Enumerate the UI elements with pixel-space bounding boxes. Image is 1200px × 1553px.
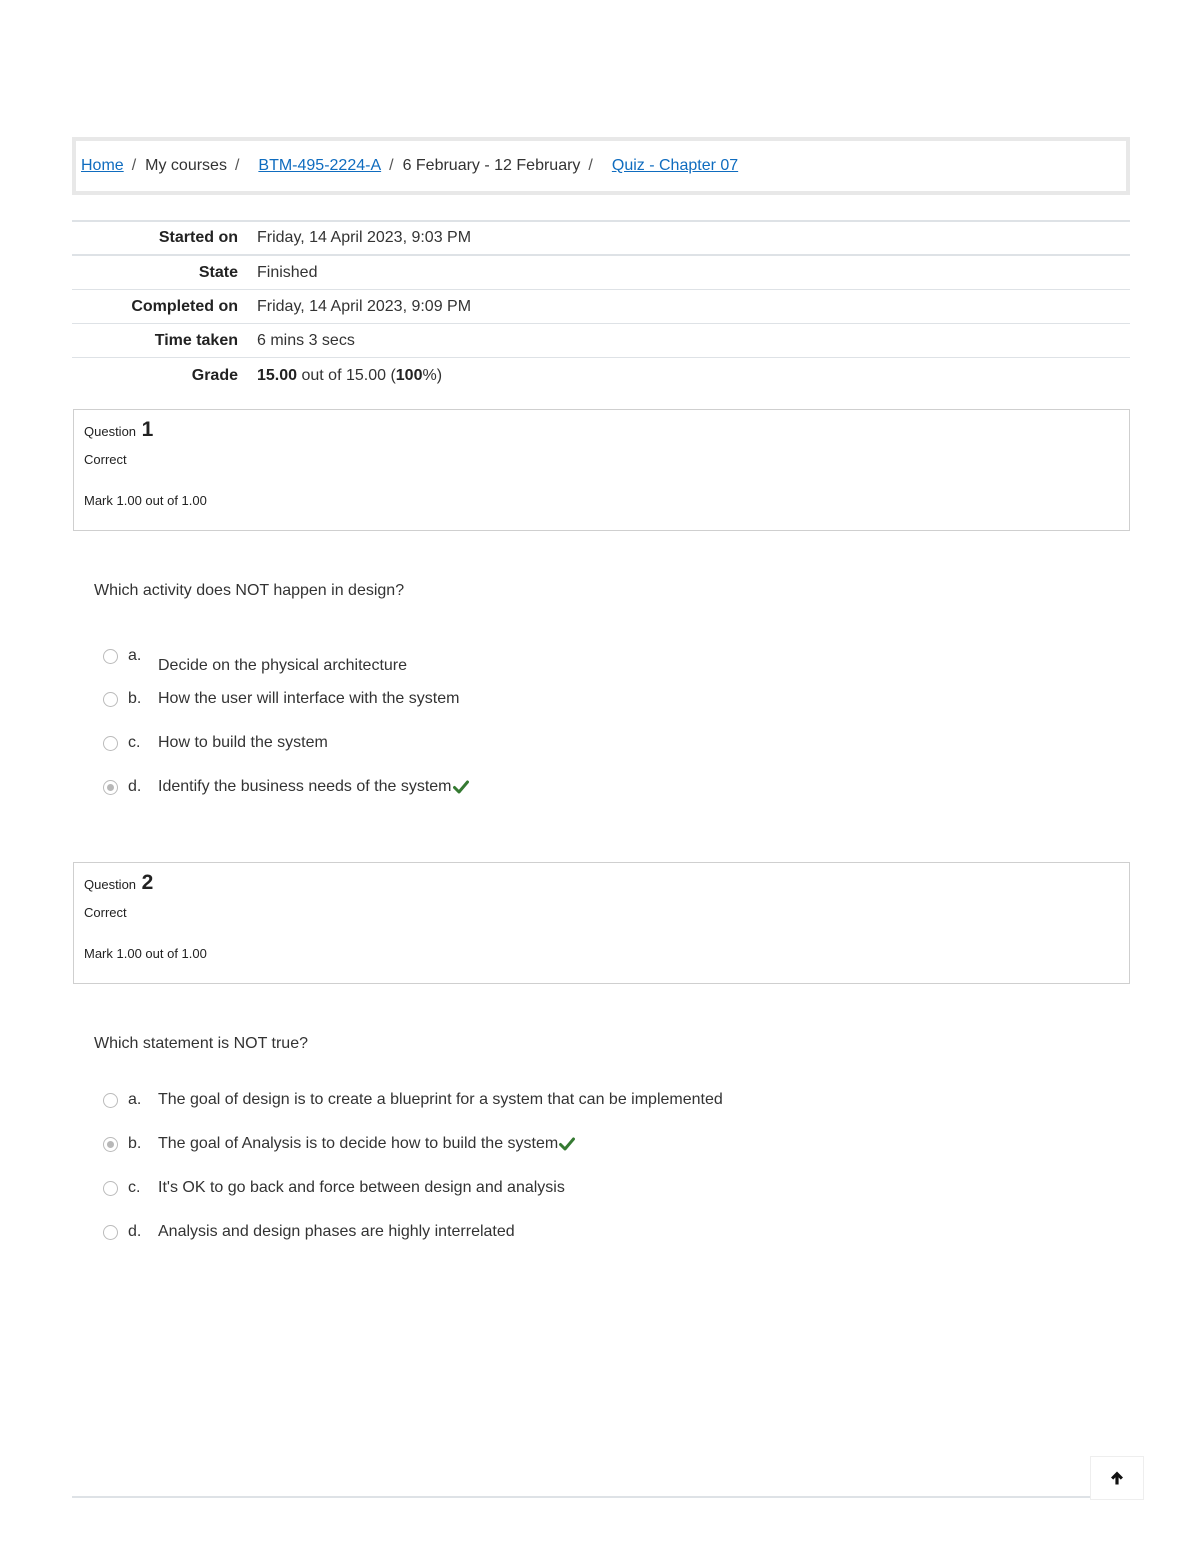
- breadcrumb-quiz-link[interactable]: Quiz - Chapter 07: [611, 157, 739, 174]
- summary-row-started: [72, 222, 1130, 256]
- breadcrumb-my-courses: My courses: [145, 157, 227, 174]
- answer-option[interactable]: [103, 690, 459, 708]
- answer-option[interactable]: [103, 1223, 515, 1241]
- grade-score: 15.00: [257, 366, 298, 384]
- answer-letter: c.: [128, 734, 141, 751]
- summary-label: Grade: [191, 366, 238, 384]
- summary-row-time-taken: [72, 324, 1130, 358]
- answer-letter: d.: [128, 1223, 142, 1240]
- answer-option[interactable]: [103, 734, 328, 752]
- radio-button[interactable]: [103, 736, 118, 751]
- answer-letter: b.: [128, 1135, 142, 1152]
- answer-option-selected[interactable]: [103, 1135, 575, 1153]
- answer-text: The goal of Analysis is to decide how to build the system: [158, 1135, 559, 1152]
- answer-letter: a.: [128, 647, 142, 664]
- check-icon: [559, 1137, 575, 1151]
- breadcrumb-separator: /: [131, 157, 137, 174]
- summary-row-state: [72, 256, 1130, 290]
- grade-suffix: %): [422, 366, 443, 384]
- grade-value: [257, 367, 442, 385]
- question-label: Question: [84, 877, 137, 892]
- answer-text: How to build the system: [158, 734, 328, 751]
- summary-row-grade: [72, 358, 1130, 393]
- breadcrumb-separator: /: [588, 157, 593, 174]
- grade-out-of: out of 15.00 (: [297, 366, 396, 384]
- radio-button[interactable]: [103, 649, 118, 664]
- answer-text: Identify the business needs of the system: [158, 778, 452, 795]
- answer-letter: d.: [128, 778, 142, 795]
- arrow-up-icon: [1109, 1470, 1125, 1486]
- answer-option[interactable]: [103, 1091, 723, 1109]
- question-text-1: Which activity does NOT happen in design?: [94, 582, 405, 599]
- answer-option-selected[interactable]: [103, 778, 469, 796]
- radio-button-checked[interactable]: [103, 1137, 118, 1152]
- answer-text: Decide on the physical architecture: [158, 657, 408, 674]
- check-icon: [453, 780, 469, 794]
- answer-letter: a.: [128, 1091, 142, 1108]
- back-to-top-button[interactable]: [1090, 1456, 1144, 1500]
- answer-option[interactable]: [103, 1179, 565, 1197]
- answer-option[interactable]: [103, 637, 407, 675]
- summary-value: Friday, 14 April 2023, 9:09 PM: [257, 297, 472, 315]
- radio-button[interactable]: [103, 1225, 118, 1240]
- answer-letter: c.: [128, 1179, 141, 1196]
- question-label: Question: [84, 424, 137, 439]
- breadcrumb-course-link[interactable]: BTM-495-2224-A: [258, 157, 382, 174]
- question-mark: Mark 1.00 out of 1.00: [84, 946, 207, 961]
- summary-label: Completed on: [131, 297, 238, 315]
- footer-divider: [72, 1496, 1090, 1498]
- question-info-1: [73, 409, 1130, 531]
- radio-button[interactable]: [103, 1181, 118, 1196]
- breadcrumb-week: 6 February - 12 February: [402, 157, 581, 174]
- radio-button[interactable]: [103, 692, 118, 707]
- answer-text: Analysis and design phases are highly interrelated: [158, 1223, 515, 1240]
- grade-percent: 100: [395, 366, 423, 384]
- answer-text: How the user will interface with the system: [158, 690, 460, 707]
- question-number: [84, 418, 1119, 442]
- breadcrumb: [72, 137, 1130, 195]
- breadcrumb-separator: /: [234, 157, 240, 174]
- question-text-2: Which statement is NOT true?: [94, 1035, 308, 1052]
- summary-value: Finished: [257, 263, 318, 281]
- summary-label: Time taken: [154, 331, 238, 349]
- summary-value: 6 mins 3 secs: [257, 331, 355, 349]
- answer-letter: b.: [128, 690, 142, 707]
- attempt-summary-table: [72, 220, 1130, 393]
- summary-row-completed: [72, 290, 1130, 324]
- answer-text: It's OK to go back and force between design and analysis: [158, 1179, 565, 1196]
- question-mark: Mark 1.00 out of 1.00: [84, 493, 207, 508]
- breadcrumb-home-link[interactable]: Home: [81, 157, 124, 174]
- breadcrumb-separator: /: [389, 157, 394, 174]
- summary-value: Friday, 14 April 2023, 9:03 PM: [257, 229, 472, 246]
- summary-label: Started on: [158, 229, 238, 246]
- question-state: Correct: [84, 452, 127, 467]
- question-state: Correct: [84, 905, 127, 920]
- question-number: [84, 871, 1119, 895]
- question-number-value: 2: [141, 871, 154, 894]
- answer-text: The goal of design is to create a blueprint for a system that can be implemented: [158, 1091, 723, 1108]
- question-number-value: 1: [141, 418, 154, 441]
- radio-button[interactable]: [103, 1093, 118, 1108]
- radio-button-checked[interactable]: [103, 780, 118, 795]
- summary-label: State: [198, 263, 238, 281]
- question-info-2: [73, 862, 1130, 984]
